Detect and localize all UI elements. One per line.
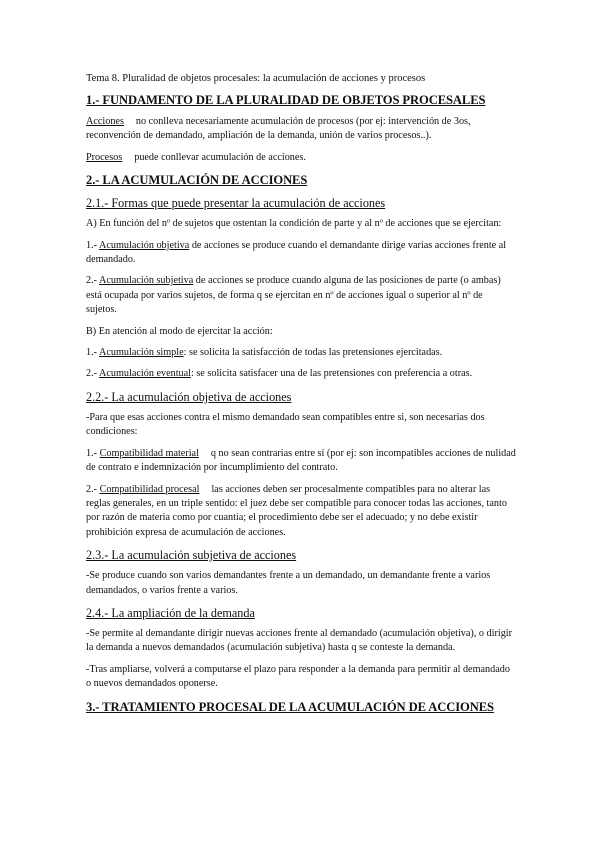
- paragraph-b1: [86, 346, 516, 360]
- subsection-2-2-title: 2.2.- La acumulación objetiva de acciones: [86, 389, 292, 404]
- b2-number: 2.-: [86, 368, 98, 380]
- b2-text: : se solicita satisfacer una de las pretensiones con preferencia a otras.: [190, 368, 473, 380]
- paragraph-c1: [86, 447, 516, 476]
- text-procesos: puede conllevar acumulación de acciones.: [134, 151, 306, 163]
- term-acumulacion-subjetiva: Acumulación subjetiva: [99, 275, 194, 287]
- paragraph-d: -Se produce cuando son varios demandantes frente a un demandado, un demandante frente a varios demandados, o varios frente a varios.: [86, 570, 491, 596]
- paragraph-b2: [86, 367, 516, 381]
- c1-number: 1.-: [86, 447, 98, 459]
- c2-text: las acciones deben ser procesalmente compatibles para no alterar las reglas generales, en un triple sentido: el juez debe ser compatible para conocer todas las acciones, tanto por razón de materia como por cuantía; el procedimiento debe ser el adecuado; y no debe existir prohibición expresa de acumulación de acciones.: [86, 483, 507, 538]
- document-header: Tema 8. Pluralidad de objetos procesales: la acumulación de acciones y procesos: [86, 73, 426, 84]
- paragraph-c2: [86, 483, 516, 541]
- a1-text: de acciones se produce cuando el demandante dirige varias acciones frente al demandado.: [86, 239, 507, 266]
- section-1-title: 1.- FUNDAMENTO DE LA PLURALIDAD DE OBJETOS PROCESALES: [86, 93, 486, 107]
- section-3-title: 3.- TRATAMIENTO PROCESAL DE LA ACUMULACIÓN DE ACCIONES: [86, 699, 494, 714]
- term-acumulacion-simple: Acumulación simple: [99, 347, 184, 359]
- term-procesos: Procesos: [86, 151, 123, 163]
- text-acciones: no conlleva necesariamente acumulación de procesos (por ej: intervención de 3os, reconvención de demandado, ampliación de la demanda, unión de varios procesos..).: [86, 116, 471, 142]
- subsection-2-3-title: 2.3.- La acumulación subjetiva de acciones: [86, 548, 297, 563]
- term-acumulacion-objetiva: Acumulación objetiva: [99, 239, 190, 251]
- c1-text: q no sean contrarias entre sí (por ej: son incompatibles acciones de nulidad de contrato e indemnización por incumplimiento del contrato.: [86, 447, 516, 474]
- paragraph-e1: -Se permite al demandante dirigir nuevas acciones frente al demandado (acumulación objetiva), o dirigir la demanda a nuevos demandados (acumulación subjetiva) hasta q se conteste la demanda.: [86, 627, 513, 654]
- paragraph-c-intro: -Para que esas acciones contra el mismo demandado sean compatibles entre si, son necesarias dos condiciones:: [86, 411, 485, 438]
- subsection-2-1-title: 2.1.- Formas que puede presentar la acumulación de acciones: [86, 196, 386, 211]
- a2-text: de acciones se produce cuando alguna de las posiciones de parte (o ambas) está ocupada por varios sujetos, de forma q se ejercitan en nº de acciones igual o superior al nº de sujetos.: [86, 275, 501, 316]
- term-compatibilidad-procesal: Compatibilidad procesal: [99, 483, 200, 495]
- paragraph-e2: -Tras ampliarse, volverá a computarse el plazo para responder a la demanda para permitir al demandado o nuevos demandados oponerse.: [86, 663, 510, 690]
- paragraph-acciones: [86, 115, 516, 144]
- b1-text: : se solicita la satisfacción de todas las pretensiones ejercitadas.: [183, 347, 443, 359]
- paragraph-a1: [86, 239, 516, 268]
- subsection-2-4-title: 2.4.- La ampliación de la demanda: [86, 605, 255, 620]
- paragraph-a2: [86, 274, 516, 317]
- term-acumulacion-eventual: Acumulación eventual: [99, 368, 191, 380]
- a1-number: 1.-: [86, 239, 98, 251]
- document-body: [86, 72, 516, 722]
- paragraph-procesos: [86, 151, 516, 165]
- b1-number: 1.-: [86, 347, 98, 359]
- paragraph-b: B) En atención al modo de ejercitar la acción:: [86, 325, 273, 337]
- term-acciones: Acciones: [86, 116, 124, 127]
- term-compatibilidad-material: Compatibilidad material: [99, 447, 199, 459]
- section-2-title: 2.- LA ACUMULACIÓN DE ACCIONES: [86, 173, 308, 188]
- c2-number: 2.-: [86, 483, 98, 495]
- a2-number: 2.-: [86, 275, 98, 287]
- paragraph-a: A) En función del nº de sujetos que ostentan la condición de parte y al nº de acciones que se ejercitan:: [86, 218, 502, 230]
